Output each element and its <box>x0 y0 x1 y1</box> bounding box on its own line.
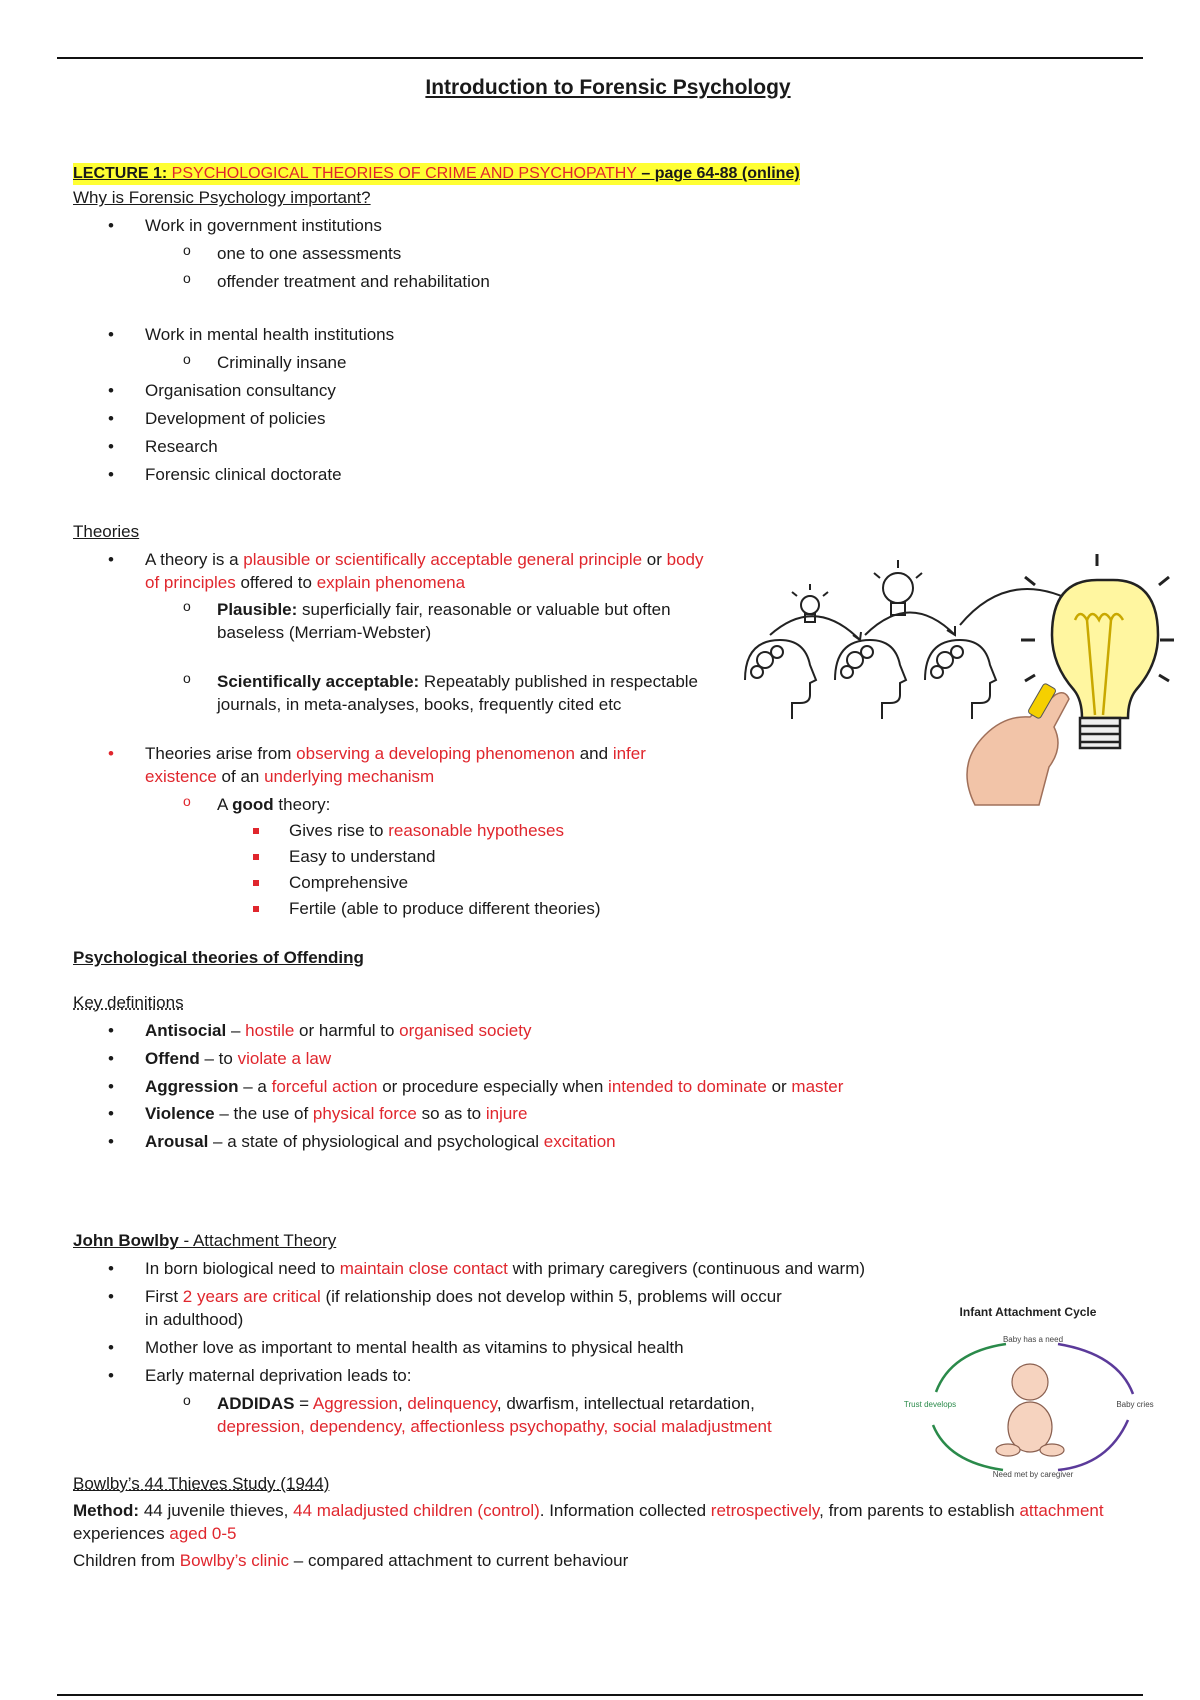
bottom-rule <box>57 1694 1143 1696</box>
definitions-list <box>73 1020 1143 1155</box>
arrow-top-left <box>936 1344 1006 1392</box>
list-item: Fertile (able to produce different theories) <box>217 898 713 921</box>
lecture-heading: LECTURE 1: PSYCHOLOGICAL THEORIES OF CRIME AND PSYCHOPATHY – page 64-88 (online) <box>73 162 1143 185</box>
big-bulb <box>1052 580 1158 748</box>
top-rule <box>57 57 1143 59</box>
baby-icon <box>996 1364 1064 1456</box>
why-list-2 <box>73 324 1143 487</box>
cycle-label-bottom: Need met by caregiver <box>992 1470 1074 1479</box>
list-item: o ADDIDAS = Aggression, delinquency, dwarfism, intellectual retardation, depression, dependency, affectionless psychopathy, social maladjustment <box>145 1393 807 1439</box>
cycle-label-right: Baby cries <box>1116 1400 1154 1409</box>
cycle-title: Infant Attachment Cycle <box>959 1305 1097 1319</box>
list-item: o A good theory: Gives rise to reasonable hypotheses Easy to understand Comprehensive Fertile (able to produce different theories) <box>145 794 713 921</box>
list-item: Comprehensive <box>217 872 713 895</box>
list-item: • Early maternal deprivation leads to: o ADDIDAS = Aggression, delinquency, dwarfism, intellectual retardation, depression, dependency, affectionless psychopathy, social maladjustment <box>73 1365 1143 1439</box>
list-item: • Organisation consultancy <box>73 380 1143 403</box>
arrow-bottom-left <box>933 1425 1003 1470</box>
head-outline-3 <box>925 640 996 719</box>
small-bulb-1 <box>801 596 819 614</box>
arrow-bottom-right <box>1058 1420 1128 1470</box>
head-outline-2 <box>835 640 906 719</box>
arrow-2 <box>865 613 955 636</box>
thieves-heading: Bowlby’s 44 Thieves Study (1944) <box>73 1473 330 1493</box>
list-item: • Theories arise from observing a developing phenomenon and infer existence of an underlying mechanism o A good theory: Gives rise to reasonable hypotheses Easy to understand Comprehensive Fertile (able to produce different theories) <box>73 743 713 921</box>
list-item: • Mother love as important to mental health as vitamins to physical health <box>73 1337 1143 1360</box>
list-item: • Arousal – a state of physiological and psychological excitation <box>73 1131 1143 1154</box>
list-item: o Scientifically acceptable: Repeatably published in respectable journals, in meta-analyses, books, frequently cited etc <box>145 671 713 717</box>
theories-section <box>73 549 713 921</box>
list-item: • In born biological need to maintain close contact with primary caregivers (continuous and warm) <box>73 1258 1143 1281</box>
arrow-top-right <box>1058 1344 1133 1394</box>
list-item: • Work in mental health institutions o Criminally insane <box>73 324 1143 375</box>
list-item: o Criminally insane <box>145 352 1143 375</box>
bowlby-heading: John Bowlby - Attachment Theory <box>73 1231 337 1251</box>
list-item: • Forensic clinical doctorate <box>73 464 1143 487</box>
list-item: o offender treatment and rehabilitation <box>145 271 1143 294</box>
head-outline-1 <box>745 640 816 719</box>
thieves-children: Children from Bowlby’s clinic – compared attachment to current behaviour <box>73 1550 629 1570</box>
list-item: • Work in government institutions o one to one assessments o offender treatment and rehabilitation <box>73 215 1143 294</box>
list-item: o one to one assessments <box>145 243 1143 266</box>
cycle-label-top: Baby has a need <box>1002 1335 1064 1344</box>
cycle-label-left: Trust develops <box>903 1400 957 1409</box>
theories-heading: Theories <box>73 521 140 541</box>
lightbulb-illustration <box>735 560 1190 805</box>
list-item: • Development of policies <box>73 408 1143 431</box>
list-item: • Antisocial – hostile or harmful to organised society <box>73 1020 1143 1043</box>
thieves-method: Method: 44 juvenile thieves, 44 maladjusted children (control). Information collected retrospectively, from parents to establish attachment experiences aged 0-5 <box>73 1500 1104 1543</box>
why-list <box>73 215 1143 294</box>
hand-icon <box>967 693 1069 805</box>
list-item: Easy to understand <box>217 846 713 869</box>
list-item: • Violence – the use of physical force so as to injure <box>73 1103 1143 1126</box>
offending-heading: Psychological theories of Offending <box>73 947 364 967</box>
why-heading: Why is Forensic Psychology important? <box>73 188 371 208</box>
list-item: Gives rise to reasonable hypotheses <box>217 820 713 843</box>
list-item: • First 2 years are critical (if relationship does not develop within 5, problems will occur in adulthood) <box>73 1286 795 1332</box>
list-item: o Plausible: superficially fair, reasonable or valuable but often baseless (Merriam-Webster) <box>145 599 713 645</box>
page-title: Introduction to Forensic Psychology <box>425 76 791 99</box>
list-item: • Aggression – a forceful action or procedure especially when intended to dominate or master <box>73 1076 1143 1099</box>
list-item: • A theory is a plausible or scientifically acceptable general principle or body of principles offered to explain phenomena o Plausible: superficially fair, reasonable or valuable but often baseless (Merriam-Webster) o Scientifically acceptable: Repeatably published in respectable journals, in meta-analyses, books, frequently cited etc <box>73 549 713 718</box>
key-definitions-heading: Key definitions <box>73 992 184 1012</box>
small-bulb-2 <box>883 573 913 603</box>
list-item: • Offend – to violate a law <box>73 1048 1143 1071</box>
attachment-cycle-diagram <box>903 1302 1154 1492</box>
list-item: • Research <box>73 436 1143 459</box>
